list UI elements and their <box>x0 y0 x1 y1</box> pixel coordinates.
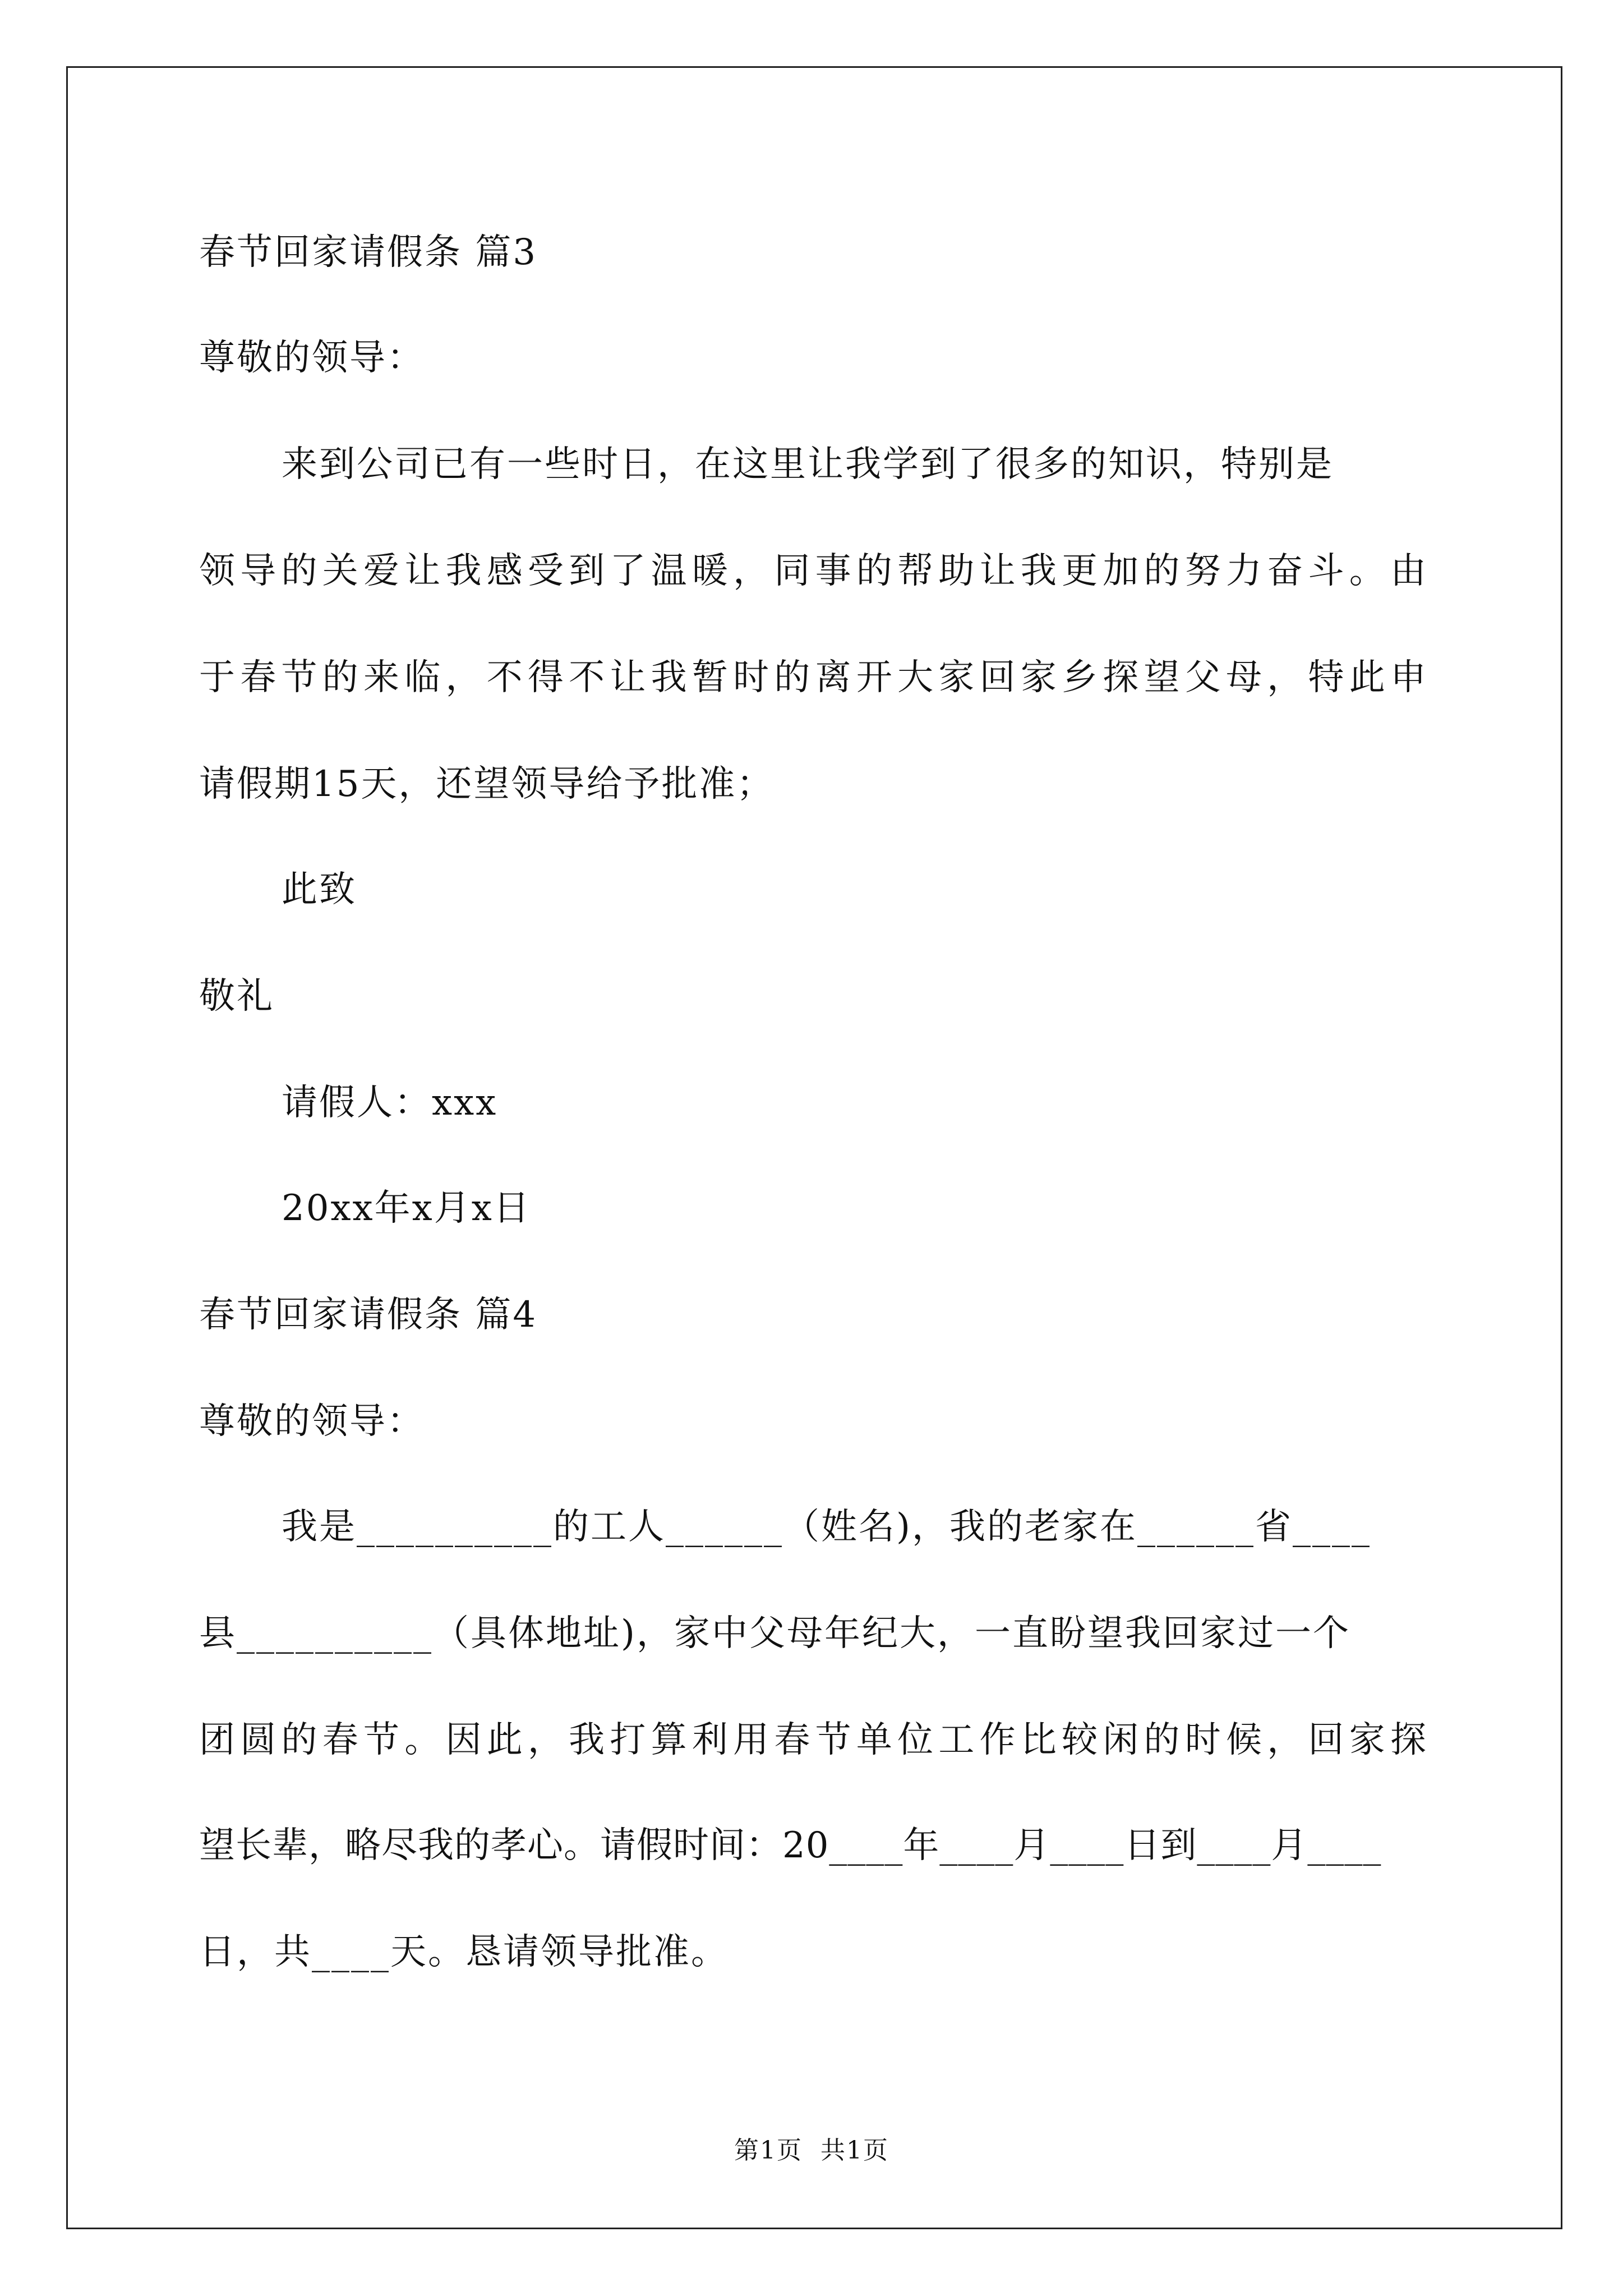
section4-body-line-3: 团圆的春节。因此，我打算利用春节单位工作比较闲的时候，回家探 <box>199 1719 1427 1761</box>
section3-applicant: 请假人：xxx <box>282 1082 498 1124</box>
section3-salutation: 尊敬的领导： <box>199 337 425 379</box>
section4-body-line-2: 县__________（具体地址)，家中父母年纪大，一直盼望我回家过一个 <box>199 1613 1350 1654</box>
page-border <box>66 66 1562 2229</box>
section4-body-line-4: 望长辈，略尽我的孝心。请假时间：20____年____月____日到____月____ <box>199 1825 1382 1866</box>
section4-body-line-5: 日，共____天。恳请领导批准。 <box>199 1931 728 1973</box>
section3-closing-2: 敬礼 <box>199 976 274 1017</box>
section3-date: 20xx年x月x日 <box>282 1188 531 1229</box>
section3-body-line-2: 领导的关爱让我感受到了温暖，同事的帮助让我更加的努力奋斗。由 <box>199 550 1427 592</box>
section3-body-line-4: 请假期15天，还望领导给予批准； <box>199 763 774 805</box>
section4-salutation: 尊敬的领导： <box>199 1401 425 1442</box>
section3-heading: 春节回家请假条 篇3 <box>199 232 538 273</box>
page-footer: 第1页 共1页 <box>734 2136 889 2165</box>
section3-body-line-3: 于春节的来临，不得不让我暂时的离开大家回家乡探望父母，特此申 <box>199 657 1427 698</box>
section3-closing-1: 此致 <box>282 869 357 910</box>
section4-body-line-1: 我是__________的工人______（姓名)，我的老家在______省____ <box>282 1506 1371 1548</box>
section4-heading: 春节回家请假条 篇4 <box>199 1294 538 1336</box>
section3-body-line-1: 来到公司已有一些时日，在这里让我学到了很多的知识，特别是 <box>282 444 1334 485</box>
